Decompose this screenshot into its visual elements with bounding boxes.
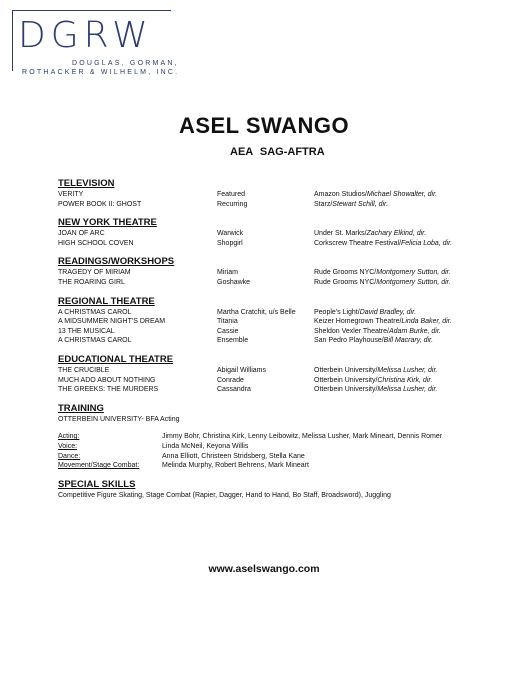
training-value: Linda McNeil, Keyona Willis bbox=[162, 442, 249, 450]
special-skills-text: Competitive Figure Skating, Stage Combat (Rapier, Dagger, Hand to Hand, Bo Staff, Broadsword), Juggling bbox=[58, 491, 391, 499]
resume-body bbox=[58, 178, 478, 508]
credit-company: Rude Grooms NYC/ bbox=[314, 269, 377, 277]
credit-row bbox=[58, 308, 478, 318]
training-label: Movement/Stage Combat: bbox=[58, 462, 140, 470]
training-value: Anna Elliott, Christeen Stridsberg, Stella Kane bbox=[162, 452, 305, 460]
credit-venue bbox=[314, 327, 441, 337]
credit-title: A CHRISTMAS CAROL bbox=[58, 337, 132, 345]
section-educational-theatre bbox=[58, 354, 478, 395]
training-teachers bbox=[58, 432, 478, 470]
agency-logo bbox=[12, 10, 180, 80]
credit-role: Shopgirl bbox=[217, 239, 243, 247]
credit-row bbox=[58, 239, 478, 249]
credit-director: Melissa Lusher, dir. bbox=[377, 386, 438, 394]
credit-title: VERITY bbox=[58, 191, 84, 198]
training-label: Voice: bbox=[58, 442, 78, 450]
training-label: Dance: bbox=[58, 452, 81, 460]
section-heading: EDUCATIONAL THEATRE bbox=[58, 353, 174, 365]
training-row bbox=[58, 442, 478, 452]
credit-row bbox=[58, 327, 478, 337]
credit-venue bbox=[314, 317, 452, 327]
credit-venue bbox=[314, 278, 451, 288]
credit-company: Sheldon Vexler Theatre/ bbox=[314, 327, 389, 335]
section-new-york-theatre bbox=[58, 217, 478, 248]
credit-venue bbox=[314, 200, 388, 210]
credit-director: Montgomery Sutton, dir. bbox=[376, 269, 451, 277]
credit-company: Under St. Marks/ bbox=[314, 230, 367, 238]
credit-role: Ensemble bbox=[217, 337, 249, 345]
credit-director: David Bradley, dir. bbox=[359, 308, 417, 316]
credit-title: THE CRUCIBLE bbox=[58, 366, 110, 374]
section-heading: TRAINING bbox=[58, 402, 104, 414]
credit-company: Rude Grooms NYC/ bbox=[314, 278, 377, 286]
credit-venue bbox=[314, 366, 437, 376]
section-television bbox=[58, 178, 478, 209]
credit-company: Corkscrew Theatre Festival/ bbox=[314, 239, 402, 247]
credit-role: Recurring bbox=[217, 200, 248, 208]
section-special-skills bbox=[58, 479, 478, 501]
website-link[interactable]: www.aselswango.com bbox=[208, 563, 320, 575]
credit-title: POWER BOOK II: GHOST bbox=[58, 200, 142, 208]
training-value: Jimmy Bohr, Christina Kirk, Lenny Leibowitz, Melissa Lusher, Mark Mineart, Dennis Romer bbox=[162, 433, 443, 441]
training-row bbox=[58, 461, 478, 471]
section-heading: TELEVISION bbox=[58, 178, 115, 189]
credit-company: Otterbein University/ bbox=[314, 386, 378, 394]
credit-director: Montgomery Sutton, dir. bbox=[376, 278, 451, 286]
credit-venue bbox=[314, 376, 432, 386]
credit-director: Michael Showalter, dir. bbox=[366, 191, 438, 198]
section-regional-theatre bbox=[58, 296, 478, 346]
credit-venue bbox=[314, 190, 437, 200]
credit-role: Miriam bbox=[217, 269, 238, 277]
performer-name: ASEL SWANGO bbox=[178, 113, 350, 138]
credit-director: Felicia Loba, dir. bbox=[401, 239, 453, 247]
credit-director: Stewart Schill, dir. bbox=[332, 200, 389, 208]
credit-title: 13 THE MUSICAL bbox=[58, 327, 115, 335]
section-heading: SPECIAL SKILLS bbox=[58, 478, 136, 490]
credit-role: Conrade bbox=[217, 376, 244, 384]
section-readings-workshops bbox=[58, 256, 478, 287]
credit-title: JOAN OF ARC bbox=[58, 230, 105, 238]
logo-letters: DGRW bbox=[18, 15, 153, 56]
credit-company: Otterbein University/ bbox=[314, 376, 378, 384]
credit-director: Adam Burke, dir. bbox=[388, 327, 441, 335]
credit-role: Featured bbox=[217, 191, 246, 198]
credit-role: Martha Cratchit, u/s Belle bbox=[217, 308, 296, 316]
training-row bbox=[58, 432, 478, 442]
credit-company: Otterbein University/ bbox=[314, 366, 378, 374]
section-heading: NEW YORK THEATRE bbox=[58, 217, 157, 229]
training-row bbox=[58, 452, 478, 462]
credit-title: A CHRISTMAS CAROL bbox=[58, 308, 132, 316]
credit-title: THE ROARING GIRL bbox=[58, 278, 125, 286]
credit-title: A MIDSUMMER NIGHT'S DREAM bbox=[58, 318, 166, 326]
credit-director: Linda Baker, dir. bbox=[401, 318, 452, 326]
training-value: Melinda Murphy, Robert Behrens, Mark Mineart bbox=[162, 462, 309, 470]
credit-title: MUCH ADO ABOUT NOTHING bbox=[58, 376, 156, 384]
credit-row bbox=[58, 376, 478, 386]
credit-venue bbox=[314, 308, 416, 318]
credit-venue bbox=[314, 268, 451, 278]
credit-row bbox=[58, 268, 478, 278]
credit-venue bbox=[314, 239, 452, 249]
credit-title: TRAGEDY OF MIRIAM bbox=[58, 269, 131, 277]
union-affiliations: AEA SAG-AFTRA bbox=[230, 146, 325, 158]
training-label: Acting: bbox=[58, 433, 80, 441]
credit-company: San Pedro Playhouse/ bbox=[314, 337, 384, 345]
credit-role: Cassie bbox=[217, 327, 239, 335]
credit-row bbox=[58, 336, 478, 346]
section-heading: REGIONAL THEATRE bbox=[58, 295, 155, 307]
credit-company: People's Light/ bbox=[314, 308, 360, 316]
credit-row bbox=[58, 317, 478, 327]
credit-director: Zachary Elkind, dir. bbox=[366, 230, 427, 238]
credit-role: Abigail Williams bbox=[217, 366, 267, 374]
section-training bbox=[58, 403, 478, 471]
credit-venue bbox=[314, 229, 426, 239]
credit-title: HIGH SCHOOL COVEN bbox=[58, 239, 134, 247]
credit-company: Amazon Studios/ bbox=[314, 191, 367, 198]
credit-director: Christina Kirk, dir. bbox=[377, 376, 433, 384]
section-heading: READINGS/WORKSHOPS bbox=[58, 256, 175, 268]
credit-venue bbox=[314, 336, 433, 346]
credit-row bbox=[58, 366, 478, 376]
credit-row bbox=[58, 229, 478, 239]
credit-role: Cassandra bbox=[217, 386, 251, 394]
credit-role: Warwick bbox=[217, 230, 244, 238]
credit-row bbox=[58, 200, 478, 210]
training-school: OTTERBEIN UNIVERSITY- BFA Acting bbox=[58, 415, 180, 423]
logo-line-1: DOUGLAS, GORMAN, bbox=[72, 60, 179, 67]
credit-row bbox=[58, 385, 478, 395]
logo-line-2: ROTHACKER & WILHELM, INC. bbox=[22, 69, 180, 76]
credit-title: THE GREEKS: THE MURDERS bbox=[58, 386, 159, 394]
credit-company: Starz/ bbox=[314, 200, 333, 208]
credit-role: Goshawke bbox=[217, 278, 251, 286]
credit-row bbox=[58, 190, 478, 200]
credit-director: Bill Macrary, dir. bbox=[383, 337, 434, 345]
credit-company: Keizer Homegrown Theatre/ bbox=[314, 318, 402, 326]
credit-role: Titania bbox=[217, 318, 238, 326]
credit-row bbox=[58, 278, 478, 288]
credit-director: Melissa Lusher, dir. bbox=[377, 366, 438, 374]
credit-venue bbox=[314, 385, 437, 395]
